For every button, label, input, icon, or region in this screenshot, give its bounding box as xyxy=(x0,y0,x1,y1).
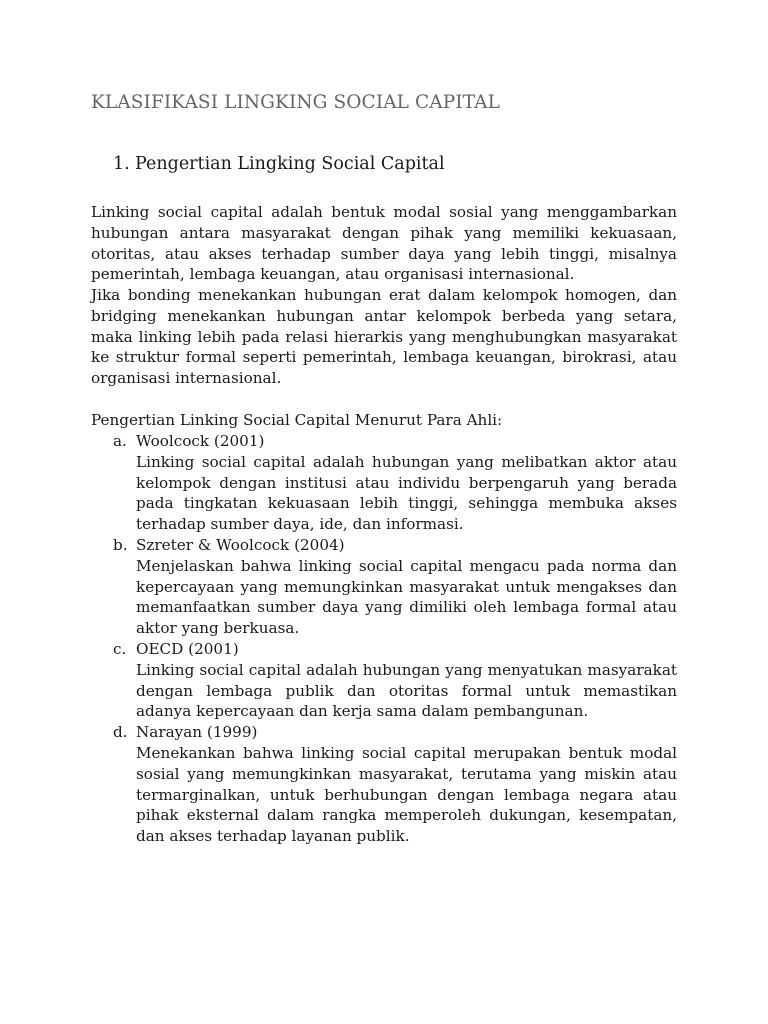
list-marker: d. xyxy=(113,723,128,742)
list-marker: b. xyxy=(113,535,128,554)
expert-source: Woolcock (2001) xyxy=(136,432,265,450)
expert-item-szreter-woolcock xyxy=(91,535,677,639)
expert-source: Narayan (1999) xyxy=(136,723,258,742)
paragraph-comparison: Jika bonding menekankan hubungan erat dalam kelompok homogen, dan bridging menekankan hubungan antar kelompok berbeda yang setara, maka linking lebih pada relasi hierarkis yang menghubungkan masyarakat ke struktur formal seperti pemerintah, lembaga keuangan, birokrasi, atau organisasi internasional. xyxy=(91,286,677,388)
expert-item-oecd xyxy=(91,639,677,722)
expert-description: Linking social capital adalah hubungan yang menyatukan masyarakat dengan lembaga publik dan otoritas formal untuk memastikan adanya kepercayaan dan kerja sama dalam pembangunan. xyxy=(136,660,677,721)
expert-description: Linking social capital adalah hubungan yang melibatkan aktor atau kelompok dengan institusi atau individu berpengaruh yang berada pada tingkatan kekuasaan lebih tinggi, sehingga membuka akses terhadap sumber daya, ide, dan informasi. xyxy=(136,452,677,534)
section-heading xyxy=(113,154,445,174)
expert-item-woolcock xyxy=(91,431,677,535)
section-heading-text: Pengertian Lingking Social Capital xyxy=(135,154,445,174)
expert-item-narayan xyxy=(91,722,677,847)
list-marker: a. xyxy=(113,432,127,450)
section-number: 1. xyxy=(113,154,130,174)
document-title: KLASIFIKASI LINGKING SOCIAL CAPITAL xyxy=(91,92,500,113)
paragraph-definition: Linking social capital adalah bentuk modal sosial yang menggambarkan hubungan antara masyarakat dengan pihak yang memiliki kekuasaan, otoritas, atau akses terhadap sumber daya yang lebih tinggi, misalnya pemerintah, lembaga keuangan, atau organisasi internasional. xyxy=(91,203,677,284)
expert-list xyxy=(91,431,677,847)
expert-source: Szreter & Woolcock (2004) xyxy=(136,535,345,554)
list-marker: c. xyxy=(113,639,127,658)
expert-source: OECD (2001) xyxy=(136,639,239,658)
experts-heading: Pengertian Linking Social Capital Menurut Para Ahli: xyxy=(91,411,503,429)
expert-description: Menekankan bahwa linking social capital merupakan bentuk modal sosial yang memungkinkan masyarakat, terutama yang miskin atau termarginalkan, untuk berhubungan dengan lembaga negara atau pihak eksternal dalam rangka memperoleh dukungan, kesempatan, dan akses terhadap layanan publik. xyxy=(136,743,677,846)
expert-description: Menjelaskan bahwa linking social capital mengacu pada norma dan kepercayaan yang memungkinkan masyarakat untuk mengakses dan memanfaatkan sumber daya yang dimiliki oleh lembaga formal atau aktor yang berkuasa. xyxy=(136,556,677,638)
